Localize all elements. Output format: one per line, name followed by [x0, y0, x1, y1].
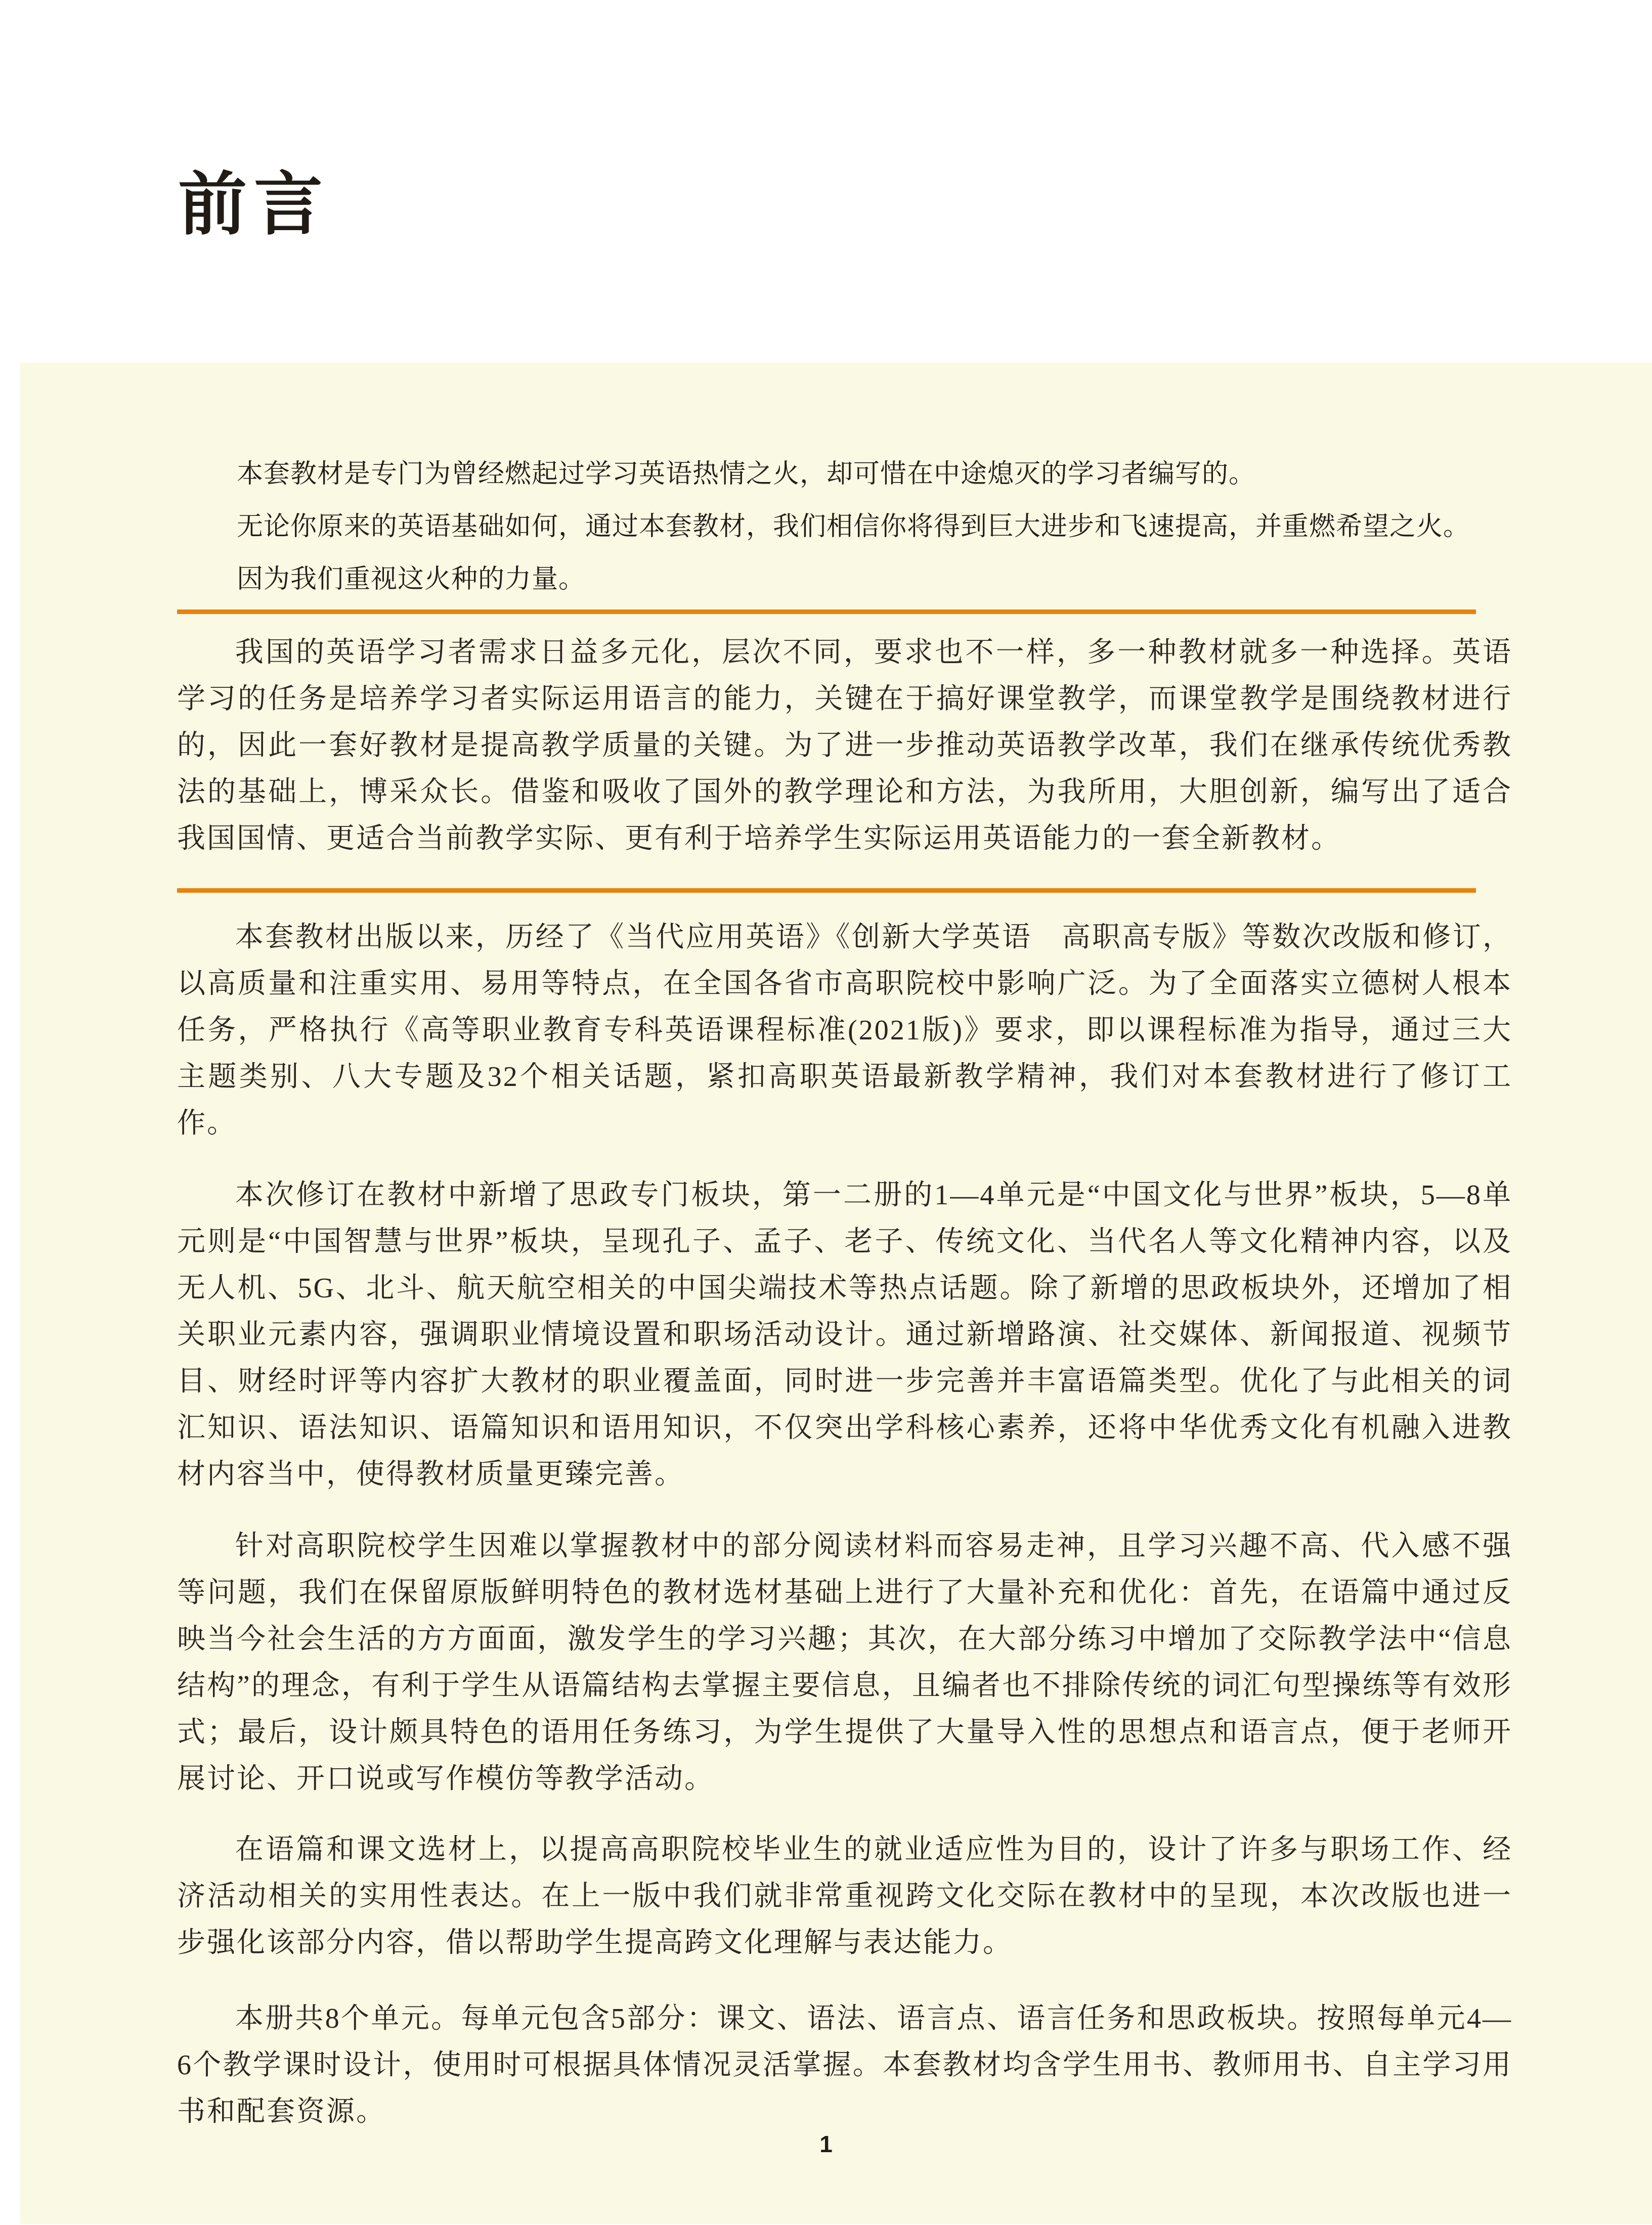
paragraph: 在语篇和课文选材上，以提高高职院校毕业生的就业适应性为目的，设计了许多与职场工作、经济活动相关的实用性表达。在上一版中我们就非常重视跨文化交际在教材中的呈现，本次改版也进一步强化该部分内容，借以帮助学生提高跨文化理解与表达能力。: [177, 1834, 1512, 1958]
page-title: 前言: [178, 166, 330, 243]
paragraph: 本册共8个单元。每单元包含5部分：课文、语法、语言点、语言任务和思政板块。按照每单元4—6个教学课时设计，使用时可根据具体情况灵活掌握。本套教材均含学生用书、教师用书、自主学习用书和配套资源。: [177, 2003, 1512, 2127]
paragraph: 针对高职院校学生因难以掌握教材中的部分阅读材料而容易走神，且学习兴趣不高、代入感不强等问题，我们在保留原版鲜明特色的教材选材基础上进行了大量补充和优化：首先，在语篇中通过反映当今社会生活的方方面面，激发学生的学习兴趣；其次，在大部分练习中增加了交际教学法中“信息结构”的理念，有利于学生从语篇结构去掌握主要信息，且编者也不排除传统的词汇句型操练等有效形式；最后，设计颇具特色的语用任务练习，为学生提供了大量导入性的思想点和语言点，便于老师开展讨论、开口说或写作模仿等教学活动。: [177, 1531, 1512, 1795]
paragraph: 本次修订在教材中新增了思政专门板块，第一二册的1—4单元是“中国文化与世界”板块，5—8单元则是“中国智慧与世界”板块，呈现孔子、孟子、老子、传统文化、当代名人等文化精神内容，以及无人机、5G、北斗、航天航空相关的中国尖端技术等热点话题。除了新增的思政板块外，还增加了相关职业元素内容，强调职业情境设置和职场活动设计。通过新增路演、社交媒体、新闻报道、视频节目、财经时评等内容扩大教材的职业覆盖面，同时进一步完善并丰富语篇类型。优化了与此相关的词汇知识、语法知识、语篇知识和语用知识，不仅突出学科核心素养，还将中华优秀文化有机融入进教材内容当中，使得教材质量更臻完善。: [177, 1180, 1512, 1490]
content-panel: [20, 363, 1652, 2224]
page-number: 1: [819, 2131, 833, 2157]
opening-line: 本套教材是专门为曾经燃起过学习英语热情之火，却可惜在中途熄灭的学习者编写的。: [237, 459, 1256, 489]
paragraph: 我国的英语学习者需求日益多元化，层次不同，要求也不一样，多一种教材就多一种选择。英语学习的任务是培养学习者实际运用语言的能力，关键在于搞好课堂教学，而课堂教学是围绕教材进行的，因此一套好教材是提高教学质量的关键。为了进一步推动英语教学改革，我们在继承传统优秀教法的基础上，博采众长。借鉴和吸收了国外的教学理论和方法，为我所用，大胆创新，编写出了适合我国国情、更适合当前教学实际、更有利于培养学生实际运用英语能力的一套全新教材。: [177, 637, 1512, 854]
opening-line: 因为我们重视这火种的力量。: [237, 564, 586, 594]
opening-line: 无论你原来的英语基础如何，通过本套教材，我们相信你将得到巨大进步和飞速提高，并重燃希望之火。: [237, 512, 1470, 541]
section-overview: [177, 629, 1512, 862]
section-divider-bottom: [177, 888, 1476, 893]
opening-block: [237, 448, 1512, 605]
section-revision-details: [177, 914, 1512, 2135]
section-divider-top: [177, 609, 1476, 614]
paragraph: 本套教材出版以来，历经了《当代应用英语》《创新大学英语 高职高专版》等数次改版和修订，以高质量和注重实用、易用等特点，在全国各省市高职院校中影响广泛。为了全面落实立德树人根本任务，严格执行《高等职业教育专科英语课程标准(2021版)》要求，即以课程标准为指导，通过三大主题类别、八大专题及32个相关话题，紧扣高职英语最新教学精神，我们对本套教材进行了修订工作。: [177, 922, 1512, 1139]
